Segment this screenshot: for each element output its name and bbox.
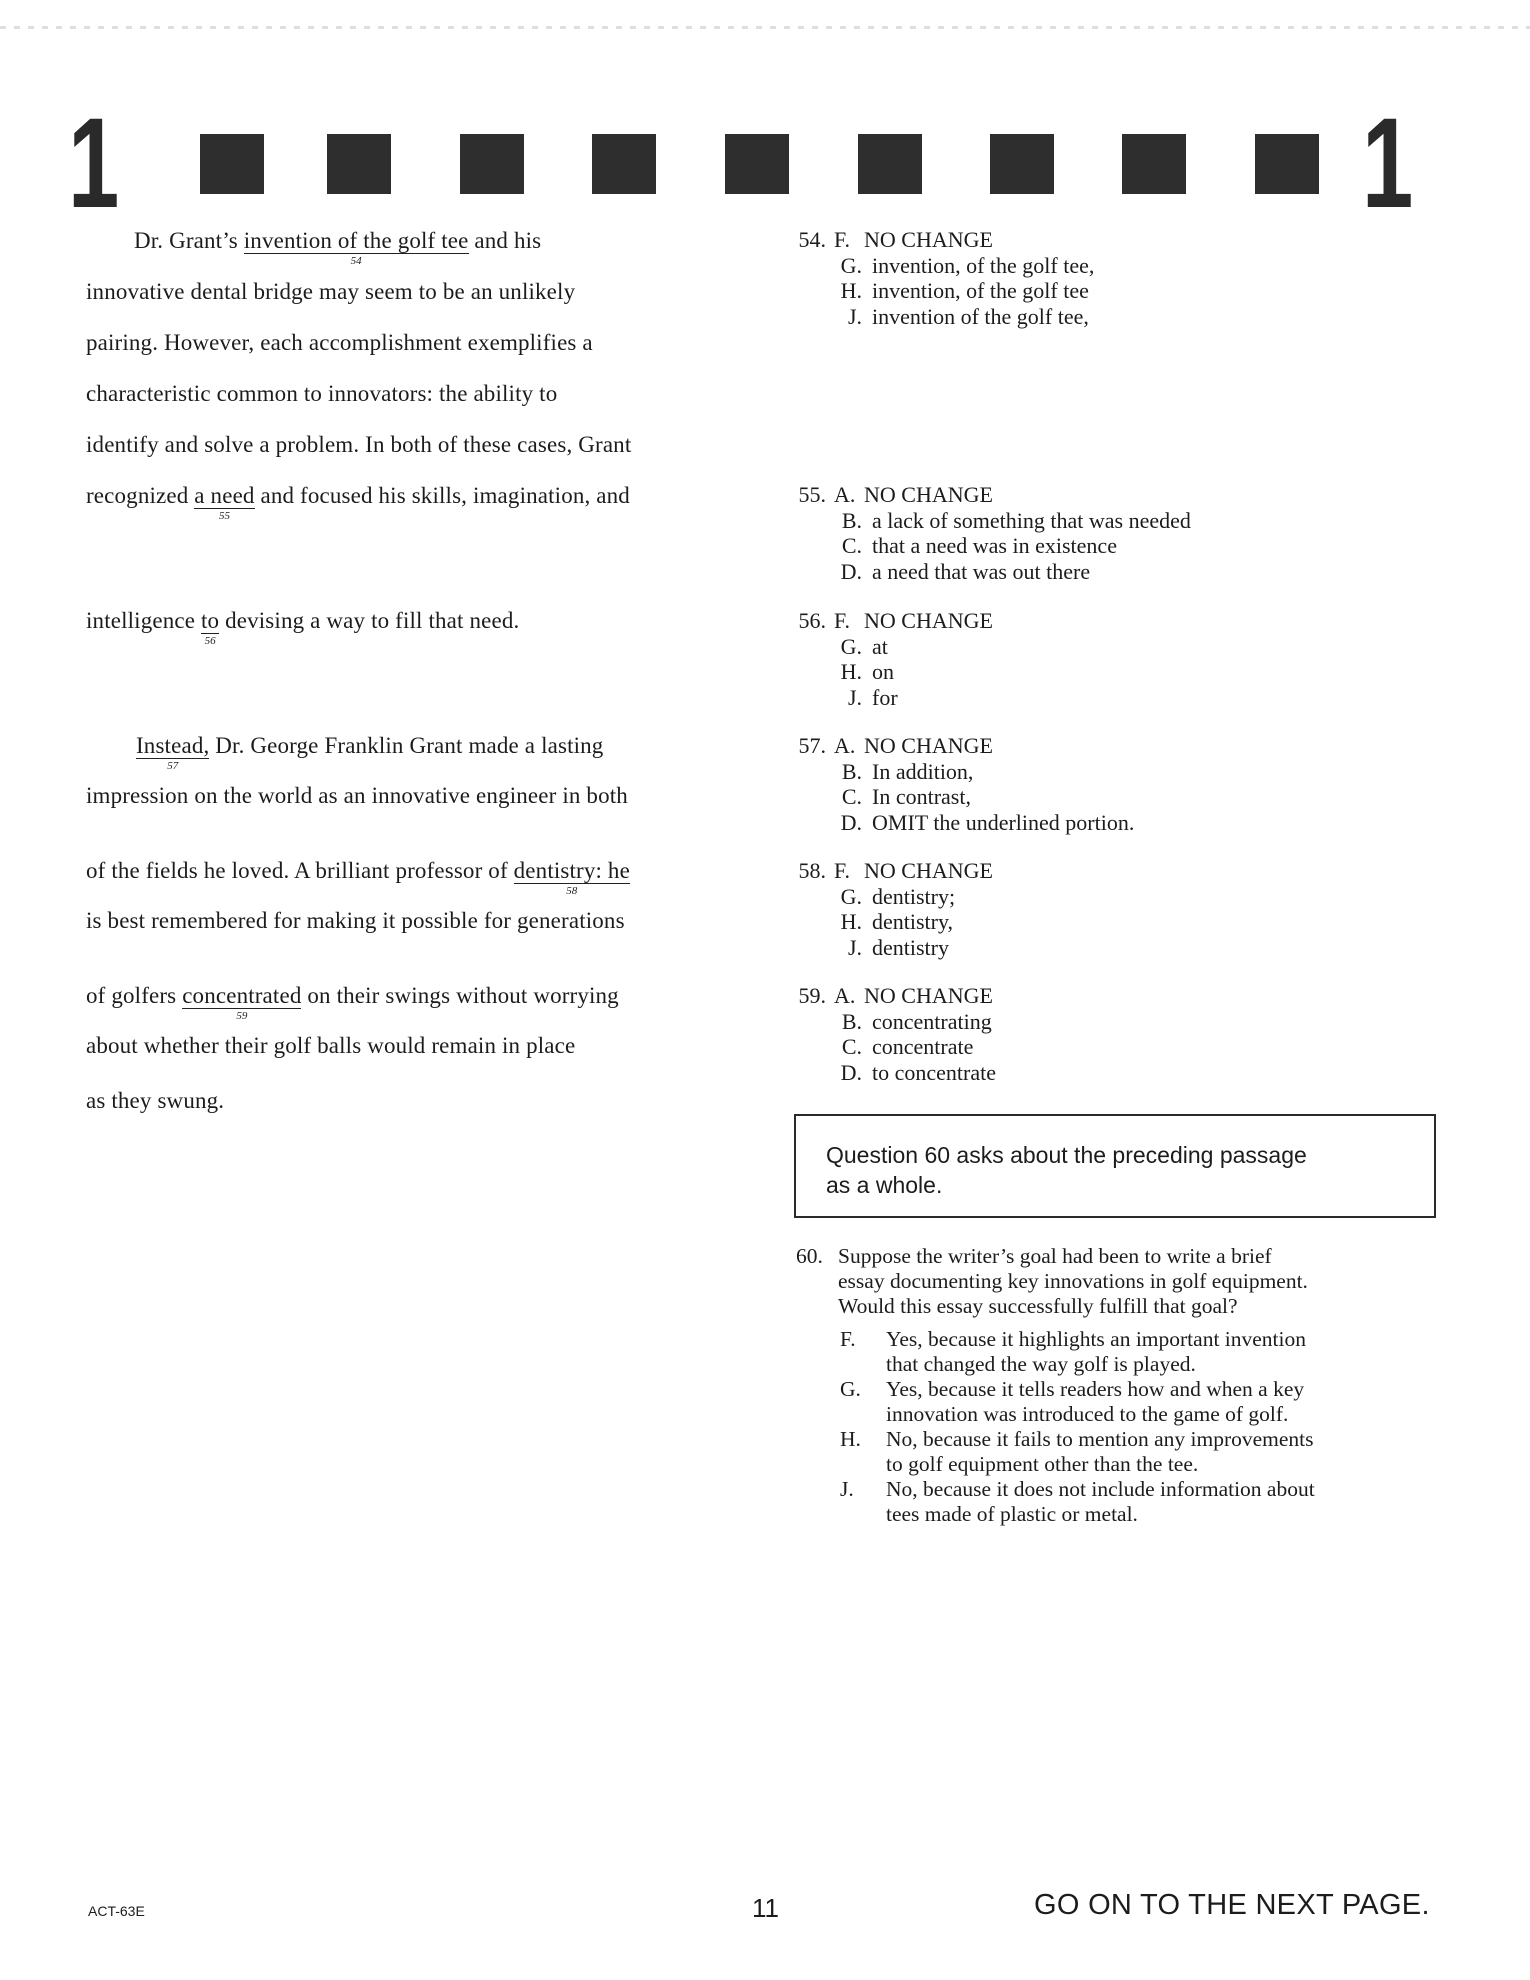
option-letter: H. (840, 659, 862, 684)
answer-option[interactable] (776, 559, 1191, 585)
answer-option[interactable] (776, 278, 1094, 304)
answer-option[interactable] (776, 1009, 996, 1035)
question-60 (796, 1244, 1315, 1527)
section-number-right: 1 (1362, 92, 1414, 235)
scan-artifact-line (0, 26, 1530, 29)
underlined-text: dentistry: he (513, 858, 630, 883)
answer-option[interactable] (776, 227, 1094, 253)
underlined-text: a need (194, 483, 255, 508)
answer-option[interactable] (776, 909, 993, 935)
option-text: invention of the golf tee, (872, 303, 1089, 329)
underlined-portion (136, 733, 210, 772)
answer-option[interactable] (776, 608, 993, 634)
passage-text: innovative dental bridge may seem to be an unlikely (86, 279, 576, 304)
option-letter: C. (841, 533, 862, 558)
question-54 (776, 227, 1094, 329)
answer-option[interactable] (776, 884, 993, 910)
option-text: NO CHANGE (864, 983, 993, 1008)
underlined-text: concentrated (182, 983, 302, 1008)
passage-text: characteristic common to innovators: the ability to (86, 381, 558, 406)
question-number: 57. (798, 733, 826, 758)
option-letter: A. (834, 482, 856, 507)
option-letter: H. (840, 1427, 861, 1451)
underlined-portion (513, 858, 630, 897)
question-59 (776, 983, 996, 1085)
page-number: 11 (752, 1893, 779, 1923)
option-letter: B. (841, 758, 862, 784)
underlined-portion (243, 228, 469, 267)
passage-text: impression on the world as an innovative engineer in both (86, 783, 628, 808)
header-square (200, 134, 264, 194)
option-text: NO CHANGE (864, 858, 993, 883)
question-number: 60. (796, 1244, 823, 1268)
option-text: innovation was introduced to the game of golf. (886, 1402, 1289, 1426)
passage-line (86, 432, 631, 458)
option-text: dentistry (872, 934, 949, 960)
option-letter: G. (840, 1377, 861, 1401)
option-letter: A. (834, 733, 856, 758)
question-reference-number: 59 (236, 1010, 248, 1022)
underlined-portion (201, 608, 220, 647)
spacer (776, 304, 834, 330)
passage-line (86, 783, 628, 809)
section-number-left: 1 (68, 92, 120, 235)
option-letter: J. (847, 934, 862, 960)
passage-text: of golfers (86, 983, 183, 1008)
header-square (725, 134, 789, 194)
option-text: No, because it does not include information about (886, 1477, 1315, 1501)
passage-line (134, 228, 542, 267)
option-text: invention, of the golf tee, (872, 252, 1095, 278)
passage-line (86, 279, 575, 305)
spacer (776, 784, 834, 810)
spacer (776, 508, 834, 534)
spacer (776, 278, 834, 304)
stem-line: Would this essay successfully fulfill that goal? (838, 1294, 1238, 1318)
option-letter: B. (841, 1008, 862, 1034)
option-text: to concentrate (872, 1059, 996, 1085)
option-text: invention, of the golf tee (872, 278, 1089, 303)
question-58 (776, 858, 993, 960)
underlined-text: invention of the golf tee (243, 228, 469, 253)
answer-option-J[interactable] (840, 1477, 1315, 1527)
option-text: that a need was in existence (872, 533, 1117, 558)
option-letter: F. (834, 227, 850, 252)
test-form-code: ACT-63E (88, 1903, 145, 1919)
answer-option[interactable] (776, 685, 993, 711)
passage-line (86, 330, 593, 356)
option-text: on (872, 659, 894, 684)
option-letter: A. (834, 983, 856, 1008)
passage-line (86, 908, 625, 934)
question-reference-number: 54 (350, 255, 362, 267)
answer-option[interactable] (776, 810, 1134, 836)
spacer (776, 253, 834, 279)
underlined-portion (182, 983, 302, 1022)
notice-line-2: as a whole. (826, 1172, 943, 1198)
passage-text: on their swings without worrying (301, 983, 619, 1008)
passage-text: devising a way to fill that need. (219, 608, 520, 633)
option-letter: F. (840, 1327, 856, 1351)
answer-option[interactable] (776, 784, 1134, 810)
answer-option[interactable] (776, 935, 993, 961)
question-reference-number: 58 (566, 885, 578, 897)
option-text: Yes, because it highlights an important invention (886, 1327, 1307, 1351)
answer-option[interactable] (776, 733, 1134, 759)
passage-line (86, 381, 557, 407)
spacer (776, 559, 834, 585)
stem-line: Suppose the writer’s goal had been to write a brief (838, 1244, 1272, 1268)
question-number: 54. (798, 227, 826, 252)
option-text: In contrast, (872, 784, 971, 809)
spacer (776, 1060, 834, 1086)
question-55 (776, 482, 1191, 584)
spacer (776, 1009, 834, 1035)
option-letter: G. (840, 252, 862, 278)
passage-text: intelligence (86, 608, 201, 633)
option-letter: J. (847, 684, 862, 710)
option-text: that changed the way golf is played. (886, 1352, 1196, 1376)
option-text: NO CHANGE (864, 733, 993, 758)
option-text: dentistry, (872, 909, 954, 934)
answer-option-F[interactable] (840, 1327, 1315, 1377)
option-text: concentrating (872, 1008, 992, 1034)
header-square (1255, 134, 1319, 194)
option-text: for (872, 684, 898, 710)
passage-line (86, 483, 630, 522)
question-57 (776, 733, 1134, 835)
go-on-next-page: GO ON TO THE NEXT PAGE. (1034, 1889, 1430, 1921)
header-square (460, 134, 524, 194)
passage-text: identify and solve a problem. In both of these cases, Grant (86, 432, 632, 457)
option-letter: G. (840, 633, 862, 659)
option-letter: J. (847, 303, 862, 329)
underlined-text: to (201, 608, 220, 633)
header-square (990, 134, 1054, 194)
option-letter: F. (834, 608, 850, 633)
option-text: to golf equipment other than the tee. (886, 1452, 1199, 1476)
question-number: 55. (798, 482, 826, 507)
option-letter: G. (840, 883, 862, 909)
option-letter: D. (840, 809, 862, 835)
option-text: NO CHANGE (864, 482, 993, 507)
option-letter: D. (840, 1059, 862, 1085)
spacer (776, 685, 834, 711)
question-number: 58. (798, 858, 826, 883)
option-text: OMIT the underlined portion. (872, 809, 1135, 835)
passage-line (136, 733, 604, 772)
spacer (776, 810, 834, 836)
underlined-portion (194, 483, 255, 522)
header-square (1122, 134, 1186, 194)
spacer (776, 1034, 834, 1060)
passage-text: Dr. Grant’s (134, 228, 244, 253)
question-reference-number: 55 (218, 510, 230, 522)
answer-option[interactable] (776, 634, 993, 660)
option-text: at (872, 633, 888, 659)
passage-line (86, 1033, 575, 1059)
answer-option[interactable] (776, 253, 1094, 279)
header-square (327, 134, 391, 194)
answer-option[interactable] (776, 1034, 996, 1060)
passage-line (86, 1088, 224, 1114)
passage-text: about whether their golf balls would remain in place (86, 1033, 576, 1058)
passage-text: and focused his skills, imagination, and (254, 483, 630, 508)
option-text: NO CHANGE (864, 227, 993, 252)
option-text: In addition, (872, 758, 974, 784)
option-letter: H. (840, 909, 862, 934)
option-text: tees made of plastic or metal. (886, 1502, 1138, 1526)
spacer (776, 909, 834, 935)
passage-text: is best remembered for making it possible for generations (86, 908, 625, 933)
option-letter: F. (834, 858, 850, 883)
spacer (776, 533, 834, 559)
option-letter: J. (840, 1477, 854, 1501)
spacer (776, 759, 834, 785)
answer-option-H[interactable] (840, 1427, 1315, 1477)
notice-box (794, 1114, 1436, 1218)
question-stem (838, 1244, 1308, 1319)
spacer (776, 935, 834, 961)
spacer (776, 634, 834, 660)
option-text: Yes, because it tells readers how and when a key (886, 1377, 1305, 1401)
answer-option[interactable] (776, 304, 1094, 330)
option-letter: C. (841, 784, 862, 809)
passage-line (86, 858, 630, 897)
passage-text: and his (468, 228, 542, 253)
option-text: a need that was out there (872, 558, 1091, 584)
passage-text: Dr. George Franklin Grant made a lasting (209, 733, 604, 758)
passage-text: recognized (86, 483, 195, 508)
answer-option[interactable] (776, 983, 996, 1009)
answer-option[interactable] (776, 759, 1134, 785)
passage-text: as they swung. (86, 1088, 225, 1113)
option-text: a lack of something that was needed (872, 507, 1191, 533)
answer-option[interactable] (776, 659, 993, 685)
answer-option[interactable] (776, 533, 1191, 559)
passage-line (86, 983, 619, 1022)
question-reference-number: 56 (204, 635, 216, 647)
option-letter: D. (840, 558, 862, 584)
option-text: NO CHANGE (864, 608, 993, 633)
option-letter: C. (841, 1034, 862, 1059)
answer-option[interactable] (776, 508, 1191, 534)
question-number: 56. (798, 608, 826, 633)
option-text: No, because it fails to mention any improvements (886, 1427, 1314, 1451)
notice-line-1: Question 60 asks about the preceding passage (826, 1142, 1307, 1168)
answer-option[interactable] (776, 1060, 996, 1086)
answer-option[interactable] (776, 858, 993, 884)
spacer (776, 884, 834, 910)
stem-line: essay documenting key innovations in golf equipment. (838, 1269, 1308, 1293)
header-square (858, 134, 922, 194)
question-56 (776, 608, 993, 710)
passage-text: pairing. However, each accomplishment exemplifies a (86, 330, 593, 355)
question-60-options (840, 1327, 1315, 1527)
option-text: concentrate (872, 1034, 974, 1059)
option-letter: B. (841, 507, 862, 533)
answer-option[interactable] (776, 482, 1191, 508)
option-letter: H. (840, 278, 862, 303)
passage-line (86, 608, 520, 647)
option-text: dentistry; (872, 883, 956, 909)
passage-text: of the fields he loved. A brilliant professor of (86, 858, 514, 883)
question-number: 59. (798, 983, 826, 1008)
question-reference-number: 57 (167, 760, 179, 772)
spacer (776, 659, 834, 685)
underlined-text: Instead, (136, 733, 210, 758)
answer-option-G[interactable] (840, 1377, 1315, 1427)
header-square (592, 134, 656, 194)
